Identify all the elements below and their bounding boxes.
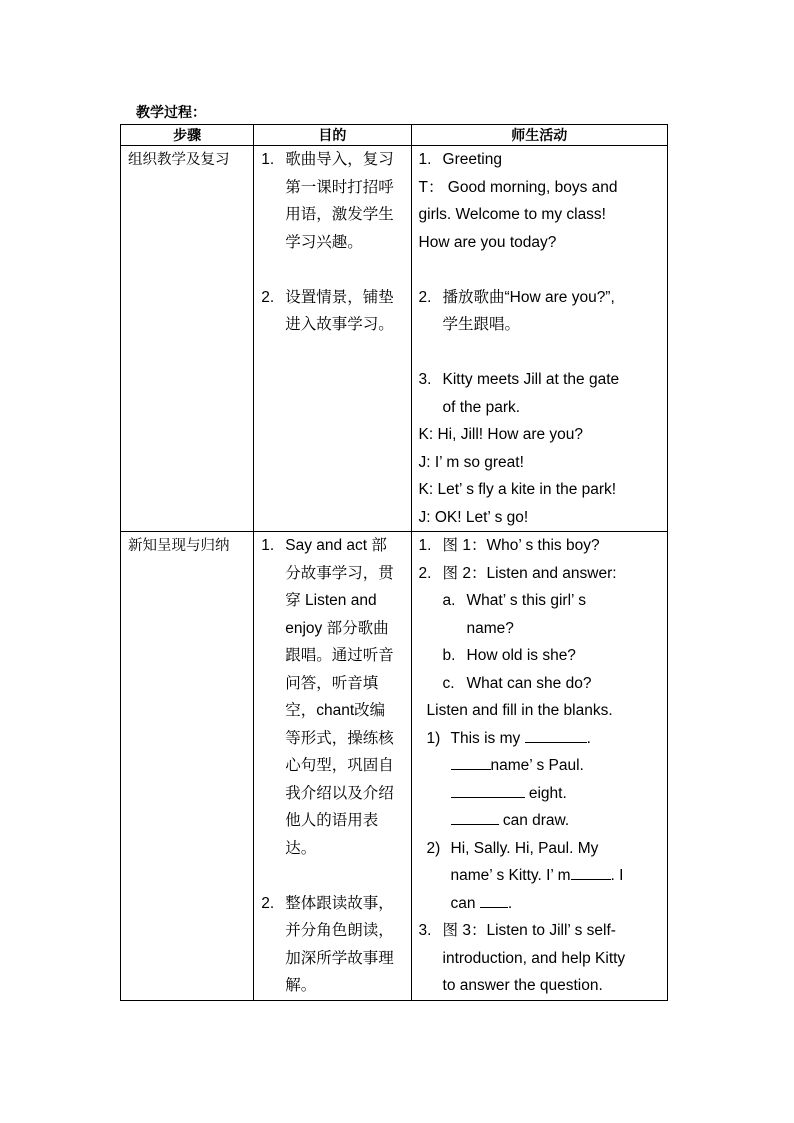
activity-line: 学生跟唱。 xyxy=(442,316,521,333)
purpose-line: enjoy 部分歌曲 xyxy=(285,619,389,637)
fill-text: eight. xyxy=(528,784,567,802)
header-activity: 师生活动 xyxy=(411,125,667,146)
fill-blank[interactable] xyxy=(480,893,508,908)
step-label: 组织教学及复习 xyxy=(128,152,230,168)
activity-line: 播放歌曲“How are you?”, xyxy=(442,288,615,306)
table-header-row xyxy=(121,125,668,146)
question-line: How old is she? xyxy=(466,647,576,664)
step-label: 新知呈现与归纳 xyxy=(128,538,230,554)
activity-line: introduction, and help Kitty xyxy=(442,949,626,967)
purpose-line: 用语，激发学生 xyxy=(285,206,394,223)
purpose-line: 歌曲导入，复习 xyxy=(285,151,394,168)
purpose-line: Say and act 部 xyxy=(285,537,387,554)
fill-text: . I xyxy=(610,867,624,884)
header-step: 步骤 xyxy=(121,125,254,146)
fill-blank[interactable] xyxy=(451,783,525,798)
fill-blank[interactable] xyxy=(571,865,611,880)
purpose-line: 他人的语用表 xyxy=(285,812,379,829)
activity-line: T： Good morning, boys and xyxy=(418,178,618,196)
fill-title: Listen and fill in the blanks. xyxy=(426,702,613,719)
purpose-line: 问答，听音填 xyxy=(285,674,379,692)
step-cell xyxy=(121,146,254,532)
dialogue-line: J: I’ m so great! xyxy=(418,453,524,471)
purpose-line: 达。 xyxy=(285,839,317,857)
purpose-cell: 1. 歌曲导入，复习 第一课时打招呼 用语，激发学生 学习兴趣。 2. 设置情景，铺垫 进入故事学习。 xyxy=(254,146,411,532)
purpose-line: 分故事学习，贯 xyxy=(285,564,394,582)
question-line: name? xyxy=(466,619,514,637)
lesson-table xyxy=(120,124,668,1001)
activity-line: to answer the question. xyxy=(442,977,603,994)
fill-text: . xyxy=(507,894,513,912)
purpose-line: 学习兴趣。 xyxy=(285,233,363,251)
purpose-line: 设置情景，铺垫 xyxy=(285,288,394,306)
step-cell xyxy=(121,532,254,1001)
purpose-line: 空，chant改编 xyxy=(285,702,386,719)
purpose-line: 等形式，操练核 xyxy=(285,729,394,747)
purpose-line: 第一课时打招呼 xyxy=(285,178,394,196)
fill-text: can draw. xyxy=(502,812,570,829)
fill-text: . xyxy=(586,729,591,747)
activity-cell: 1. Greeting T： Good morning, boys and girls. Welcome to my class! How are you today? 2. 播放歌曲“How are you?”, 学生跟唱。 3. Kitty meets Jill at the gate of the park. K: Hi, Jill! How are you? J: I’ m so great! K: Let’ s fly a kite in the park! J: OK! Let’ s go! xyxy=(411,146,667,532)
table-row xyxy=(121,146,668,532)
activity-cell: 1. 图 1：Who’ s this boy? 2. 图 2：Listen and answer: a. What’ s this girl’ s name? b. How old is she? c. What can she do? Listen and fill in the blanks. 1) This is my . name’ s Paul. eight. can draw. 2) Hi, Sally. Hi, Paul. My name’ s Kitty. I’ m . I can . 3. 图 3：Listen to Jill’ s self- introduction, and help Kitty to answer the question. xyxy=(411,532,667,1001)
dialogue-line: J: OK! Let’ s go! xyxy=(418,508,529,526)
activity-line: How are you today? xyxy=(418,233,557,251)
purpose-line: 解。 xyxy=(285,977,317,994)
header-purpose: 目的 xyxy=(254,125,411,146)
dialogue-line: K: Let’ s fly a kite in the park! xyxy=(418,481,617,498)
fill-text: This is my xyxy=(450,729,521,747)
purpose-line: 并分角色朗读， xyxy=(285,922,394,939)
activity-line: 图 1：Who’ s this boy? xyxy=(442,537,600,554)
activity-line: girls. Welcome to my class! xyxy=(418,206,606,223)
purpose-line: 跟唱。通过听音 xyxy=(285,647,394,664)
page-heading: 教学过程： xyxy=(136,104,206,120)
dialogue-line: K: Hi, Jill! How are you? xyxy=(418,426,584,443)
question-line: What’ s this girl’ s xyxy=(466,592,586,609)
purpose-line: 穿 Listen and xyxy=(285,592,377,609)
purpose-line: 心句型，巩固自 xyxy=(285,757,394,774)
purpose-line: 整体跟读故事， xyxy=(285,894,394,912)
purpose-line: 进入故事学习。 xyxy=(285,316,394,333)
fill-blank[interactable] xyxy=(451,810,499,825)
activity-line: 图 3：Listen to Jill’ s self- xyxy=(442,922,616,939)
fill-text: can xyxy=(450,894,476,912)
table-row xyxy=(121,532,668,1001)
fill-text: name’ s Paul. xyxy=(490,757,584,774)
activity-title: Greeting xyxy=(442,151,502,168)
activity-line: 图 2：Listen and answer: xyxy=(442,564,617,582)
fill-text: Hi, Sally. Hi, Paul. My xyxy=(450,839,599,857)
fill-text: name’ s Kitty. I’ m xyxy=(450,867,571,884)
activity-line: Kitty meets Jill at the gate xyxy=(442,371,620,388)
purpose-line: 我介绍以及介绍 xyxy=(285,784,394,802)
fill-blank[interactable] xyxy=(525,728,587,743)
purpose-cell: 1. Say and act 部 分故事学习，贯 穿 Listen and enjoy 部分歌曲 跟唱。通过听音 问答，听音填 空，chant改编 等形式，操练核 心句型，巩固自 我介绍以及介绍 他人的语用表 达。 2. 整体跟读故事， 并分角色朗读， 加深所学故事理 解。 xyxy=(254,532,411,1001)
question-line: What can she do? xyxy=(466,674,592,692)
activity-line: of the park. xyxy=(442,398,521,416)
fill-blank[interactable] xyxy=(451,755,491,770)
purpose-line: 加深所学故事理 xyxy=(285,949,394,967)
